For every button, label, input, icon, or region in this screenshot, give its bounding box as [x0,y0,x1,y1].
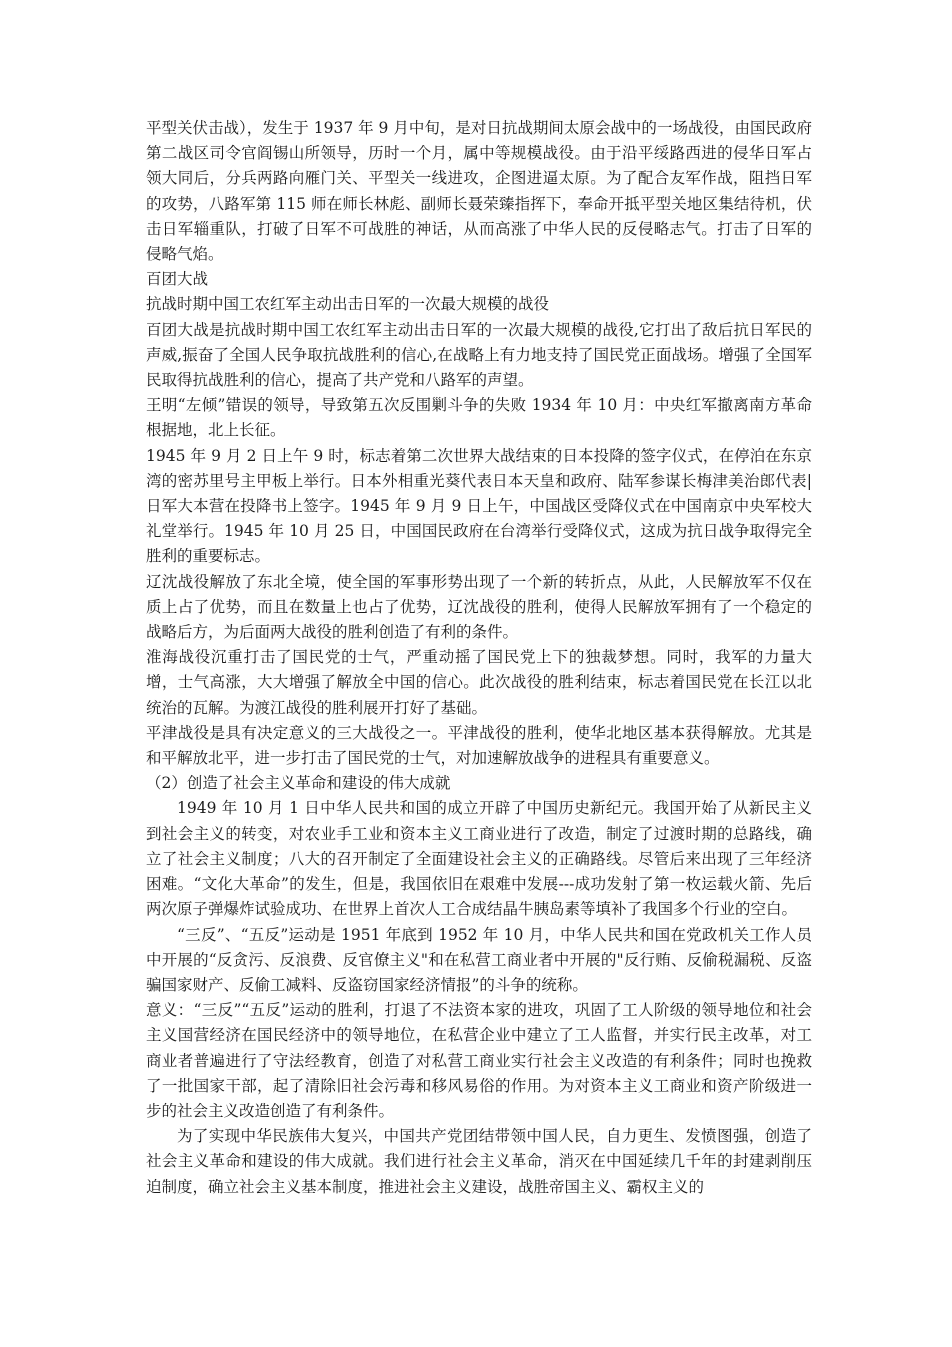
paragraph-wangming: 王明“左倾”错误的领导，导致第五次反围剿斗争的失败 1934 年 10 月：中央红军撤离南方革命根据地，北上长征。 [146,396,812,440]
subheading-baituan: 抗战时期中国工农红军主动出击日军的一次最大规模的战役 [146,295,550,314]
paragraph-baituan: 百团大战是抗战时期中国工农红军主动出击日军的一次最大规模的战役,它打出了敌后抗日军民的声威,振奋了全国人民争取抗战胜利的信心,在战略上有力地支持了国民党正面战场。增强了全国军民取得抗战胜利的信心，提高了共产党和八路军的声望。 [146,320,812,390]
paragraph-rejuvenation: 为了实现中华民族伟大复兴，中国共产党团结带领中国人民，自力更生、发愤图强，创造了社会主义革命和建设的伟大成就。我们进行社会主义革命，消灭在中国延续几千年的封建剥削压迫制度，确立社会主义基本制度，推进社会主义建设，战胜帝国主义、霸权主义的 [146,1127,812,1196]
paragraph-pingxingguan: 平型关伏击战），发生于 1937 年 9 月中旬，是对日抗战期间太原会战中的一场战役，由国民政府第二战区司令官阎锡山所领导，历时一个月，属中等规模战役。由于沿平绥路西进的侵华日军占领大同后，分兵两路向雁门关、平型关一线进攻，企图进逼太原。为了配合友军作战，阻挡日军的攻势，八路军第 115 师在师长林彪、副师长聂荣臻指挥下，奉命开抵平型关地区集结待机，伏击日军辎重队，打破了日军不可战胜的神话，从而高涨了中华人民的反侵略志气。打击了日军的侵略气焰。 [146,119,812,264]
paragraph-liaoshen: 辽沈战役解放了东北全境，使全国的军事形势出现了一个新的转折点，从此，人民解放军不仅在质上占了优势，而且在数量上也占了优势，辽沈战役的胜利，使得人民解放军拥有了一个稳定的战略后方，为后面两大战役的胜利创造了有利的条件。 [146,572,812,642]
section-heading-2: （2）创造了社会主义革命和建设的伟大成就 [146,774,451,793]
paragraph-significance: 意义：“三反”“五反”运动的胜利，打退了不法资本家的进攻，巩固了工人阶级的领导地位和社会主义国营经济在国民经济中的领导地位，在私营企业中建立了工人监督，并实行民主改革，对工商业者普遍进行了守法经教育，创造了对私营工商业实行社会主义改造的有利条件；同时也挽救了一批国家干部，起了清除旧社会污毒和移风易俗的作用。为对资本主义工商业和资产阶级进一步的社会主义改造创造了有利条件。 [146,1001,812,1120]
paragraph-1949: 1949 年 10 月 1 日中华人民共和国的成立开辟了中国历史新纪元。我国开始了从新民主义到社会主义的转变，对农业手工业和资本主义工商业进行了改造，制定了过渡时期的总路线，确立了社会主义制度；八大的召开制定了全面建设社会主义的正确路线。尽管后来出现了三年经济困难。“文化大革命”的发生，但是，我国依旧在艰难中发展---成功发射了第一枚运载火箭、先后两次原子弹爆炸试验成功、在世界上首次人工合成结晶牛胰岛素等填补了我国多个行业的空白。 [146,799,812,919]
document-body [146,116,812,1200]
paragraph-surrender: 1945 年 9 月 2 日上午 9 时，标志着第二次世界大战结束的日本投降的签字仪式，在停泊在东京湾的密苏里号主甲板上举行。日本外相重光葵代表日本天皇和政府、陆军参谋长梅津美治郎代表|日军大本营在投降书上签字。1945 年 9 月 9 日上午，中国战区受降仪式在中国南京中央军校大礼堂举行。1945 年 10 月 25 日，中国国民政府在台湾举行受降仪式，这成为抗日战争取得完全胜利的重要标志。 [146,446,812,566]
paragraph-huaihai: 淮海战役沉重打击了国民党的士气，严重动摇了国民党上下的独裁梦想。同时，我军的力量大增，士气高涨，大大增强了解放全中国的信心。此次战役的胜利结束，标志着国民党在长江以北统治的瓦解。为渡江战役的胜利展开打好了基础。 [146,648,812,717]
paragraph-sanfan-wufan: “三反”、“五反”运动是 1951 年底到 1952 年 10 月，中华人民共和国在党政机关工作人员中开展的“反贪污、反浪费、反官僚主义"和在私营工商业者中开展的"反行贿、反偷税漏税、反盗骗国家财产、反偷工减料、反盗窃国家经济情报”的斗争的统称。 [146,925,812,994]
heading-baituan: 百团大战 [146,270,209,289]
paragraph-pingjin: 平津战役是具有决定意义的三大战役之一。平津战役的胜利，使华北地区基本获得解放。尤其是和平解放北平，进一步打击了国民党的士气，对加速解放战争的进程具有重要意义。 [146,723,812,768]
